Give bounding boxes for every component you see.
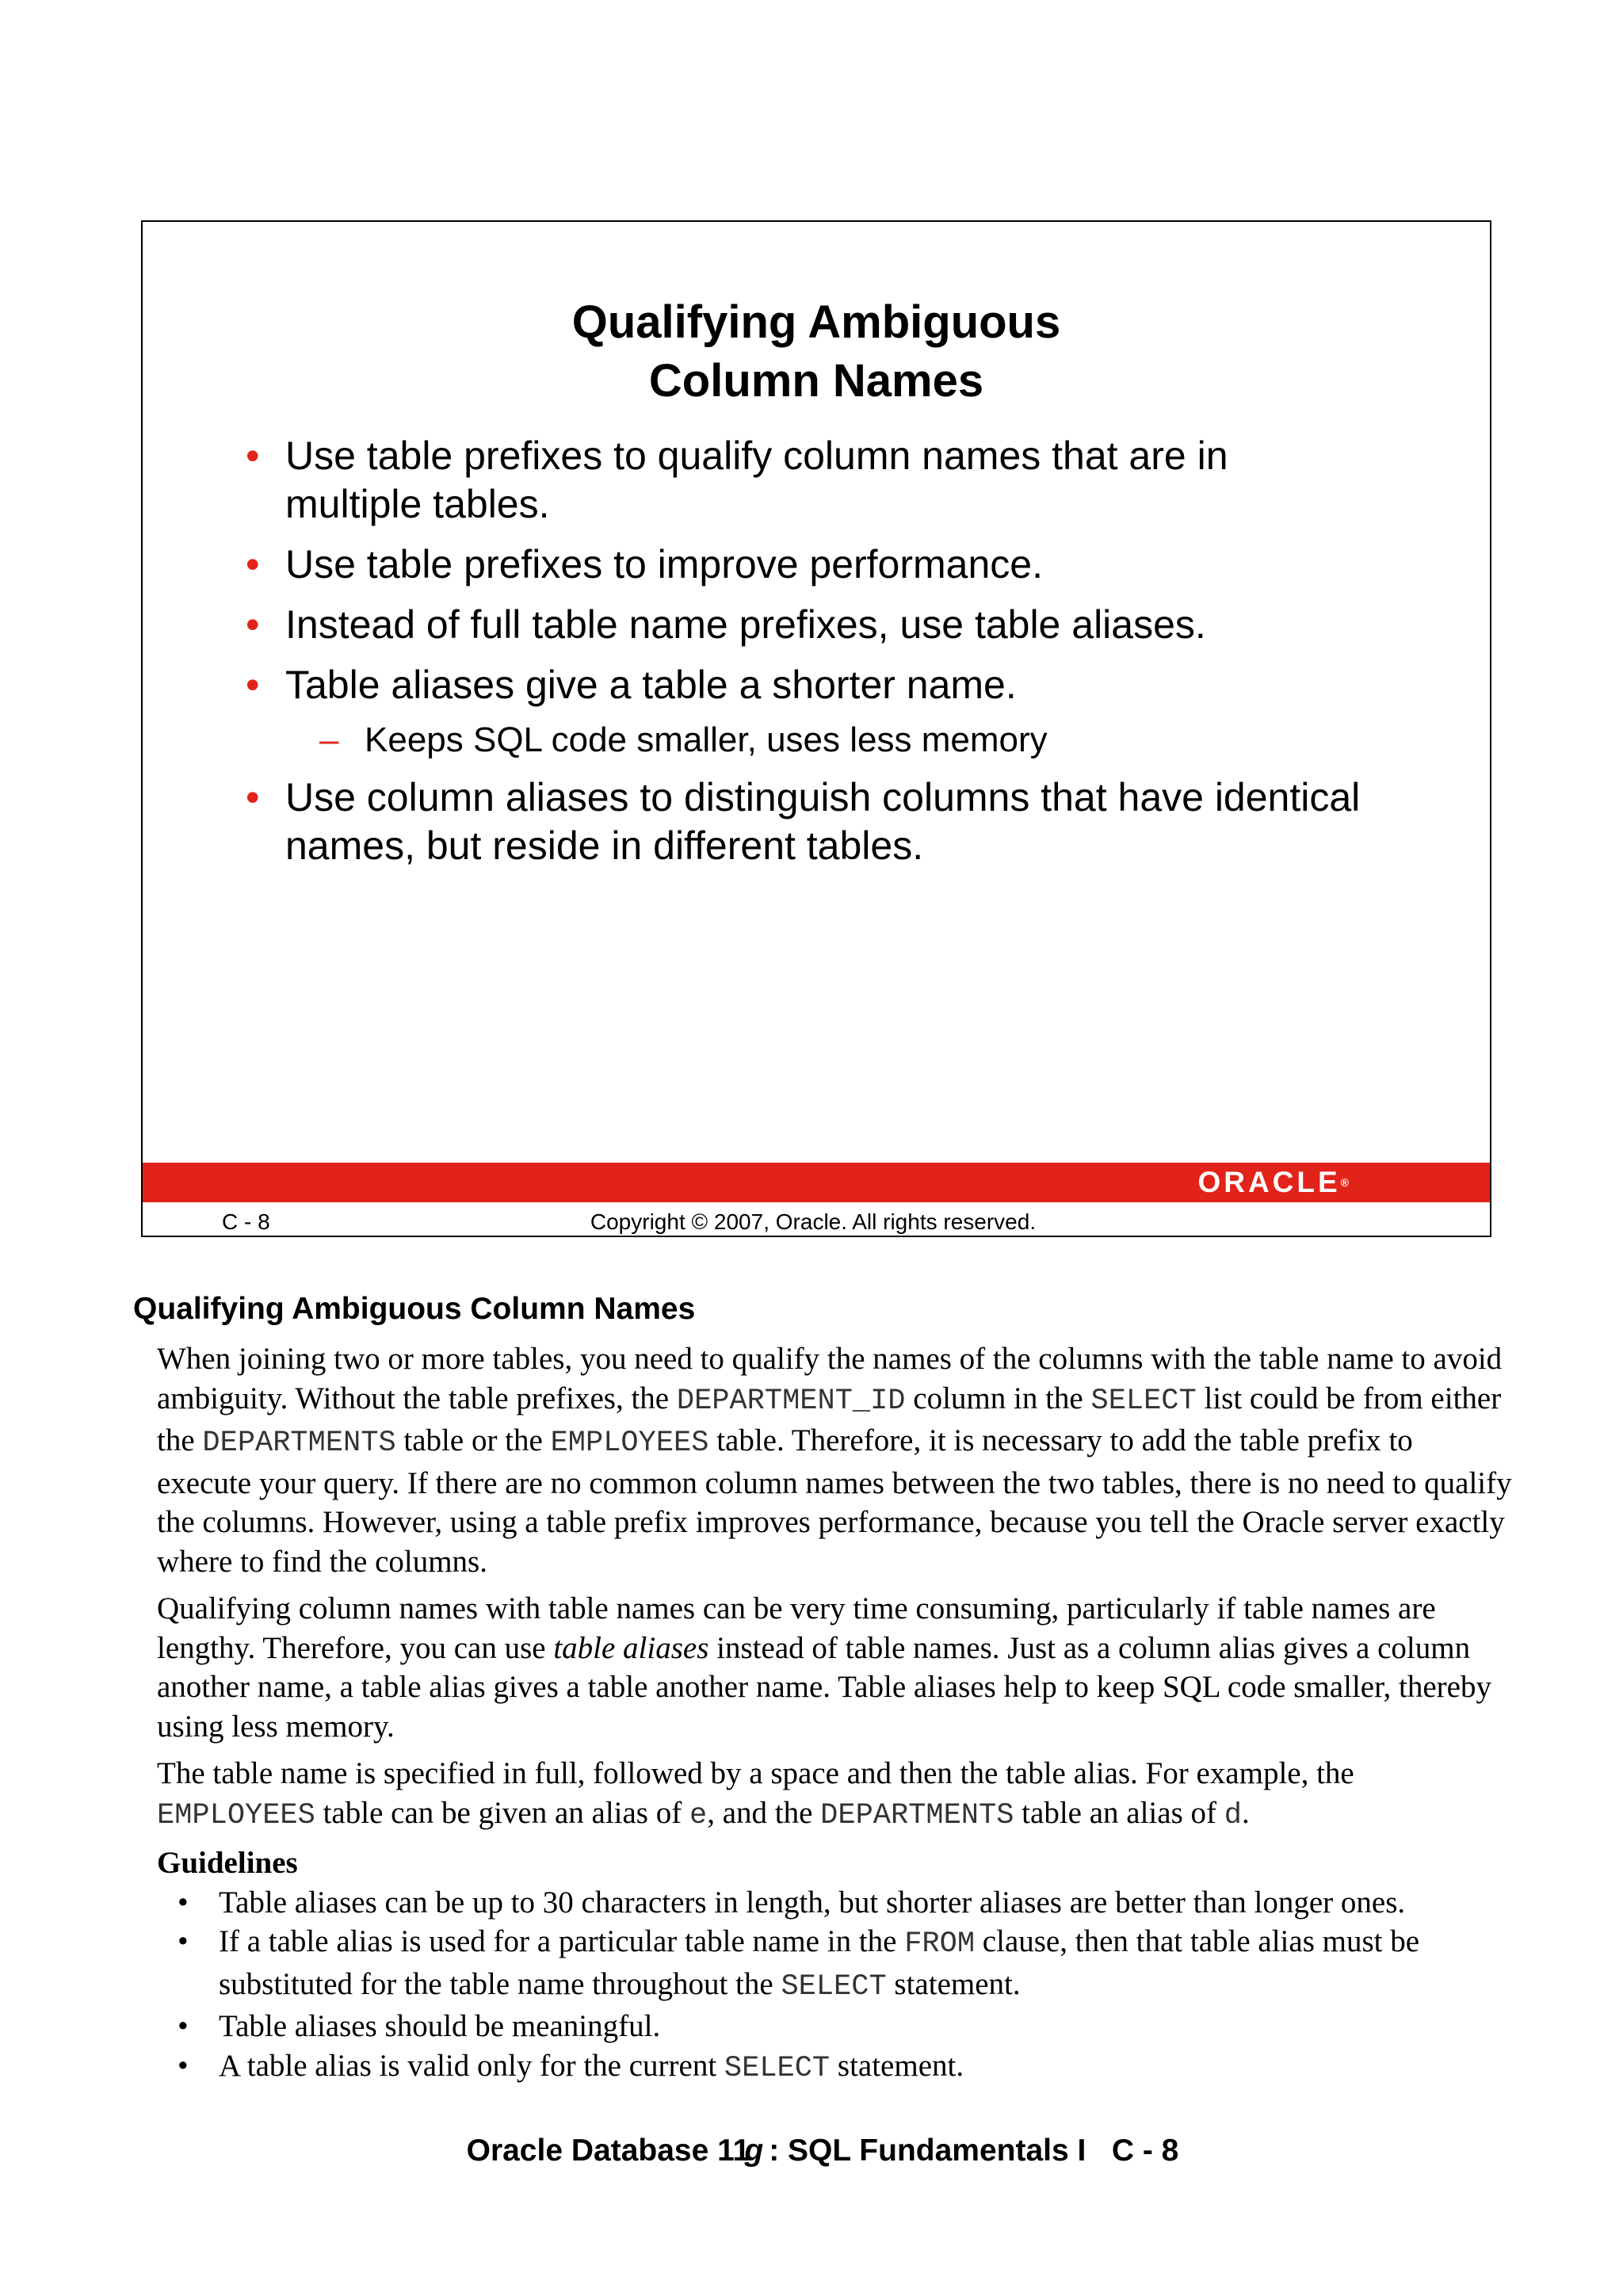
slide-number: C - 8 [222, 1209, 270, 1234]
copyright-text: Copyright © 2007, Oracle. All rights reserved. [590, 1209, 1037, 1234]
notes-heading: Qualifying Ambiguous Column Names [133, 1292, 696, 1326]
bullet-dot-icon: • [246, 542, 260, 586]
page-footer [0, 2134, 1623, 2168]
slide-sub-bullet [246, 718, 1371, 762]
slide-footer-bar [143, 1163, 1490, 1202]
code-term: SELECT [724, 2051, 831, 2085]
slide-bullet-text: Use column aliases to distinguish columns that have identical names, but reside in different tables. [285, 775, 1361, 868]
text: When joining two or more tables, you need to qualify the names of the columns with the table name to avoid ambiguity. Without the table prefixes, the [157, 1342, 1503, 1415]
notes-body [157, 1339, 1514, 2088]
code-term: FROM [904, 1927, 976, 1961]
text: table can be given an alias of [315, 1795, 689, 1830]
text: The table name is specified in full, followed by a space and then the table alias. For example, the [157, 1756, 1354, 1790]
footer-suffix: : SQL Fundamentals I C - 8 [769, 2134, 1179, 2168]
code-term: e [689, 1798, 708, 1832]
guidelines-list [157, 1883, 1514, 2089]
text: statement. [830, 2048, 964, 2083]
notes-paragraph-1 [157, 1339, 1514, 1581]
bullet-dot-icon: • [246, 434, 260, 478]
text: table or the [395, 1423, 551, 1457]
slide-bullet-text: Use table prefixes to improve performance. [285, 542, 1043, 586]
code-term: DEPARTMENTS [202, 1427, 396, 1460]
slide-bullet-text: Table aliases give a table a shorter name. [285, 663, 1017, 707]
text: list could be from either the [157, 1381, 1502, 1457]
slide-bullet-text: Use table prefixes to qualify column names that are in multiple tables. [285, 434, 1228, 526]
slide-bullet [246, 661, 1371, 709]
text: . [1241, 1795, 1250, 1830]
code-term: EMPLOYEES [550, 1427, 709, 1460]
footer-text [461, 2134, 1179, 2168]
registered-mark-icon: ® [1340, 1176, 1349, 1189]
bullet-dot-icon: • [178, 2009, 189, 2043]
oracle-logo-text: ORACLE [1197, 1166, 1341, 1198]
text: If a table alias is used for a particular table name in the [219, 1924, 905, 1958]
slide-bullet [246, 601, 1371, 649]
code-term: DEPARTMENT_ID [676, 1384, 906, 1418]
bullet-dot-icon: • [246, 775, 260, 819]
list-item [157, 1922, 1514, 2007]
slide-bullet [246, 541, 1371, 589]
notes-paragraph-2 [157, 1589, 1514, 1746]
code-term: SELECT [1090, 1384, 1197, 1418]
text: table an alias of [1014, 1795, 1224, 1830]
emphasis-term: table aliases [553, 1630, 709, 1665]
text: , and the [707, 1795, 821, 1830]
text: column in the [905, 1381, 1091, 1415]
bullet-dot-icon: • [246, 663, 260, 707]
slide-bullet [246, 432, 1371, 529]
bullet-dot-icon: • [178, 2048, 189, 2083]
text: instead of table names. Just as a column alias gives a column another name, a table alias gives a table another name. Table aliases help to keep SQL code smaller, thereby using less memory. [157, 1630, 1491, 1744]
oracle-logo [1197, 1167, 1349, 1198]
list-item [157, 2007, 1514, 2046]
notes-paragraph-3 [157, 1754, 1514, 1836]
code-term: DEPARTMENTS [820, 1798, 1014, 1832]
list-item [157, 1883, 1514, 1923]
slide-copyright [143, 1209, 1490, 1235]
slide-bullet-text: Instead of full table name prefixes, use table aliases. [285, 602, 1206, 647]
bullet-dot-icon: • [178, 1924, 189, 1958]
text: Qualifying column names with table names can be very time consuming, particularly if table names are lengthy. Therefore, you can use [157, 1591, 1436, 1665]
code-term: SELECT [781, 1969, 887, 2004]
code-term: EMPLOYEES [157, 1798, 315, 1832]
slide-title-line-1: Qualifying Ambiguous [571, 296, 1061, 348]
footer-italic: g [744, 2134, 764, 2168]
text: Table aliases should be meaningful. [219, 2009, 661, 2043]
text: statement. [886, 1966, 1021, 2001]
slide-frame [141, 220, 1491, 1237]
bullet-dot-icon: • [178, 1885, 189, 1920]
footer-prefix: Oracle Database 11 [466, 2134, 750, 2168]
slide-title-line-2: Column Names [648, 355, 984, 407]
dash-icon: – [319, 720, 339, 759]
text: A table alias is valid only for the current [219, 2048, 724, 2083]
slide-title [143, 293, 1490, 411]
slide-sub-bullet-text: Keeps SQL code smaller, uses less memory [365, 720, 1048, 759]
slide-bullet [246, 774, 1371, 870]
bullet-dot-icon: • [246, 602, 260, 647]
text: table. Therefore, it is necessary to add the table prefix to execute your query. If there are no common column names between the two tables, there is no need to qualify the columns. However, using a table prefix improves performance, because you tell the Oracle server exactly where to find the columns. [157, 1423, 1512, 1579]
slide-bullet-list [246, 432, 1371, 882]
code-term: d [1224, 1798, 1242, 1832]
list-item [157, 2046, 1514, 2089]
text: clause, then that table alias must be substituted for the table name throughout the [219, 1924, 1420, 2001]
text: Table aliases can be up to 30 characters in length, but shorter aliases are better than longer ones. [219, 1885, 1406, 1920]
guidelines-heading: Guidelines [157, 1846, 298, 1880]
